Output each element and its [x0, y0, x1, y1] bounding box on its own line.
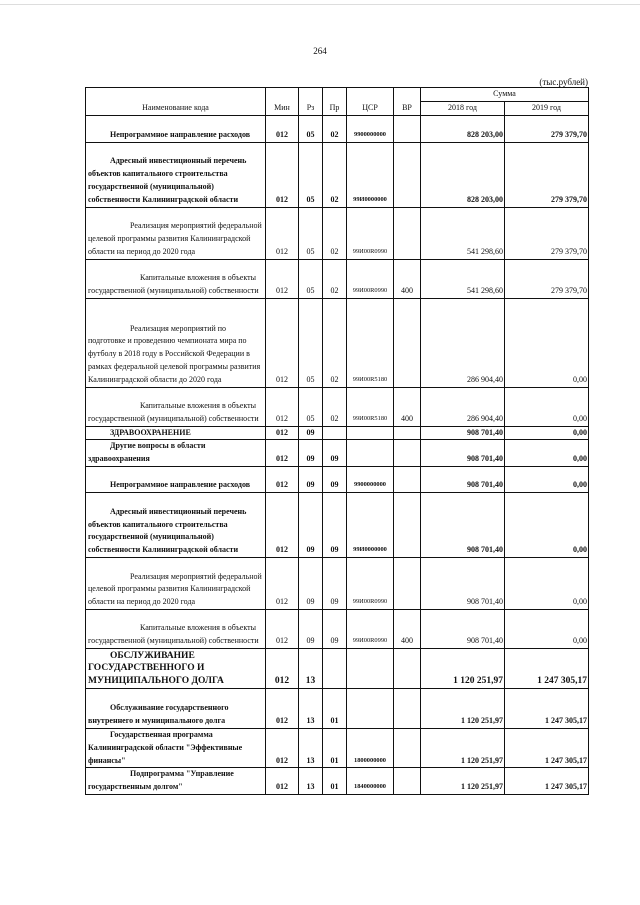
- header-min: Мин: [266, 88, 299, 116]
- row-rz: 13: [299, 648, 323, 688]
- row-2019: 0,00: [505, 492, 589, 557]
- row-name: Капитальные вложения в объекты государственной (муниципальной) собственности: [86, 609, 266, 648]
- row-name: Подпрограмма "Управление государственным долгом": [86, 768, 266, 795]
- row-min: 012: [266, 426, 299, 440]
- row-name: Капитальные вложения в объекты государственной (муниципальной) собственности: [86, 387, 266, 426]
- budget-table: [85, 87, 589, 795]
- row-min: 012: [266, 609, 299, 648]
- row-csr: 99И00R0990: [347, 259, 394, 298]
- row-rz: 09: [299, 609, 323, 648]
- row-rz: 05: [299, 142, 323, 207]
- row-2019: 279 379,70: [505, 207, 589, 259]
- row-vr: [394, 115, 421, 142]
- row-pr: 09: [323, 492, 347, 557]
- row-csr: [347, 648, 394, 688]
- row-pr: 09: [323, 440, 347, 467]
- row-csr: [347, 426, 394, 440]
- row-2018: 828 203,00: [421, 142, 505, 207]
- row-rz: 09: [299, 440, 323, 467]
- row-vr: [394, 426, 421, 440]
- row-2019: 0,00: [505, 426, 589, 440]
- row-pr: 02: [323, 142, 347, 207]
- header-vr: ВР: [394, 88, 421, 116]
- row-2019: 1 247 305,17: [505, 648, 589, 688]
- row-2019: 0,00: [505, 440, 589, 467]
- row-csr: [347, 688, 394, 728]
- row-min: 012: [266, 115, 299, 142]
- row-csr: 99И00R0990: [347, 557, 394, 609]
- row-2018: 1 120 251,97: [421, 768, 505, 795]
- row-rz: 13: [299, 728, 323, 767]
- row-vr: [394, 207, 421, 259]
- row-csr: 99И00R0990: [347, 609, 394, 648]
- row-2018: 1 120 251,97: [421, 648, 505, 688]
- table-row: [86, 142, 589, 207]
- row-name: Реализация мероприятий федеральной целевой программы развития Калининградской области на период до 2020 года: [86, 207, 266, 259]
- row-pr: 09: [323, 557, 347, 609]
- row-csr: 99И00R5180: [347, 298, 394, 387]
- table-row: [86, 387, 589, 426]
- table-row: [86, 259, 589, 298]
- row-vr: [394, 768, 421, 795]
- row-2018: 908 701,40: [421, 440, 505, 467]
- row-min: 012: [266, 768, 299, 795]
- row-csr: 99И0000000: [347, 492, 394, 557]
- row-vr: [394, 728, 421, 767]
- row-pr: 02: [323, 115, 347, 142]
- row-min: 012: [266, 728, 299, 767]
- row-vr: 400: [394, 259, 421, 298]
- row-2019: 279 379,70: [505, 259, 589, 298]
- row-name: Государственная программа Калининградской области "Эффективные финансы": [86, 728, 266, 767]
- row-name: Обслуживание государственного внутреннего и муниципального долга: [86, 688, 266, 728]
- row-csr: 9900000000: [347, 466, 394, 492]
- row-2019: 1 247 305,17: [505, 728, 589, 767]
- row-rz: 05: [299, 259, 323, 298]
- row-csr: 1840000000: [347, 768, 394, 795]
- row-2019: 0,00: [505, 298, 589, 387]
- header-csr: ЦСР: [347, 88, 394, 116]
- row-rz: 09: [299, 426, 323, 440]
- row-csr: 99И00R0990: [347, 207, 394, 259]
- row-name: Капитальные вложения в объекты государственной (муниципальной) собственности: [86, 259, 266, 298]
- row-csr: 9900000000: [347, 115, 394, 142]
- row-2018: 1 120 251,97: [421, 728, 505, 767]
- row-2019: 0,00: [505, 557, 589, 609]
- row-min: 012: [266, 466, 299, 492]
- header-rz: Рз: [299, 88, 323, 116]
- row-pr: 02: [323, 207, 347, 259]
- row-pr: 09: [323, 466, 347, 492]
- row-2019: 279 379,70: [505, 142, 589, 207]
- row-min: 012: [266, 298, 299, 387]
- row-2019: 0,00: [505, 466, 589, 492]
- table-row: [86, 688, 589, 728]
- row-name: ЗДРАВООХРАНЕНИЕ: [86, 426, 266, 440]
- row-csr: 99И00R5180: [347, 387, 394, 426]
- units-label: (тыс.рублей): [539, 77, 588, 87]
- row-min: 012: [266, 387, 299, 426]
- row-vr: [394, 557, 421, 609]
- row-name: ОБСЛУЖИВАНИЕ ГОСУДАРСТВЕННОГО И МУНИЦИПАЛЬНОГО ДОЛГА: [86, 648, 266, 688]
- table-row: [86, 768, 589, 795]
- row-csr: 99И0000000: [347, 142, 394, 207]
- row-2019: 0,00: [505, 609, 589, 648]
- row-2018: 908 701,40: [421, 492, 505, 557]
- header-row-top: [86, 88, 589, 102]
- row-name: Реализация мероприятий федеральной целевой программы развития Калининградской области на период до 2020 года: [86, 557, 266, 609]
- row-pr: 02: [323, 387, 347, 426]
- row-2018: 908 701,40: [421, 609, 505, 648]
- header-name: Наименование кода: [86, 88, 266, 116]
- row-pr: 02: [323, 259, 347, 298]
- row-vr: [394, 648, 421, 688]
- row-pr: 09: [323, 609, 347, 648]
- row-min: 012: [266, 440, 299, 467]
- table-row: [86, 207, 589, 259]
- row-rz: 13: [299, 768, 323, 795]
- row-2019: 1 247 305,17: [505, 688, 589, 728]
- row-pr: 01: [323, 768, 347, 795]
- row-2019: 279 379,70: [505, 115, 589, 142]
- scan-top-edge: [0, 4, 640, 5]
- row-name: Адресный инвестиционный перечень объектов капитального строительства государственной (муниципальной) собственности Калининградской области: [86, 492, 266, 557]
- row-csr: 1800000000: [347, 728, 394, 767]
- row-rz: 13: [299, 688, 323, 728]
- row-vr: [394, 298, 421, 387]
- header-2019: 2019 год: [505, 101, 589, 115]
- row-rz: 09: [299, 466, 323, 492]
- row-2018: 908 701,40: [421, 466, 505, 492]
- table-row: [86, 466, 589, 492]
- row-2018: 908 701,40: [421, 426, 505, 440]
- row-vr: [394, 440, 421, 467]
- table-row: [86, 426, 589, 440]
- table-row: [86, 298, 589, 387]
- row-2018: 828 203,00: [421, 115, 505, 142]
- row-rz: 09: [299, 492, 323, 557]
- page-number: 264: [313, 46, 327, 56]
- row-name: Реализация мероприятий по подготовке и проведению чемпионата мира по футболу в 2018 году в Российской Федерации в рамках федеральной целевой программы развития Калининградской области до 2020 года: [86, 298, 266, 387]
- table-row: [86, 648, 589, 688]
- row-csr: [347, 440, 394, 467]
- row-min: 012: [266, 648, 299, 688]
- table-row: [86, 609, 589, 648]
- row-pr: [323, 648, 347, 688]
- row-min: 012: [266, 259, 299, 298]
- row-vr: [394, 466, 421, 492]
- row-rz: 09: [299, 557, 323, 609]
- row-2018: 541 298,60: [421, 259, 505, 298]
- row-rz: 05: [299, 207, 323, 259]
- row-2019: 0,00: [505, 387, 589, 426]
- row-pr: [323, 426, 347, 440]
- row-pr: 01: [323, 728, 347, 767]
- header-sum: Сумма: [421, 88, 589, 102]
- row-min: 012: [266, 557, 299, 609]
- table-row: [86, 492, 589, 557]
- row-name: Непрограммное направление расходов: [86, 466, 266, 492]
- table-row: [86, 440, 589, 467]
- row-rz: 05: [299, 115, 323, 142]
- row-2019: 1 247 305,17: [505, 768, 589, 795]
- table-row: [86, 115, 589, 142]
- row-pr: 02: [323, 298, 347, 387]
- row-rz: 05: [299, 298, 323, 387]
- row-min: 012: [266, 207, 299, 259]
- row-vr: [394, 688, 421, 728]
- row-vr: [394, 142, 421, 207]
- row-min: 012: [266, 492, 299, 557]
- table-row: [86, 557, 589, 609]
- row-vr: 400: [394, 387, 421, 426]
- row-2018: 286 904,40: [421, 298, 505, 387]
- row-min: 012: [266, 142, 299, 207]
- row-2018: 908 701,40: [421, 557, 505, 609]
- row-name: Непрограммное направление расходов: [86, 115, 266, 142]
- table-row: [86, 728, 589, 767]
- row-2018: 286 904,40: [421, 387, 505, 426]
- row-pr: 01: [323, 688, 347, 728]
- row-vr: 400: [394, 609, 421, 648]
- row-2018: 541 298,60: [421, 207, 505, 259]
- header-pr: Пр: [323, 88, 347, 116]
- header-2018: 2018 год: [421, 101, 505, 115]
- row-rz: 05: [299, 387, 323, 426]
- row-2018: 1 120 251,97: [421, 688, 505, 728]
- row-vr: [394, 492, 421, 557]
- row-name: Другие вопросы в области здравоохранения: [86, 440, 266, 467]
- row-name: Адресный инвестиционный перечень объектов капитального строительства государственной (муниципальной) собственности Калининградской области: [86, 142, 266, 207]
- row-min: 012: [266, 688, 299, 728]
